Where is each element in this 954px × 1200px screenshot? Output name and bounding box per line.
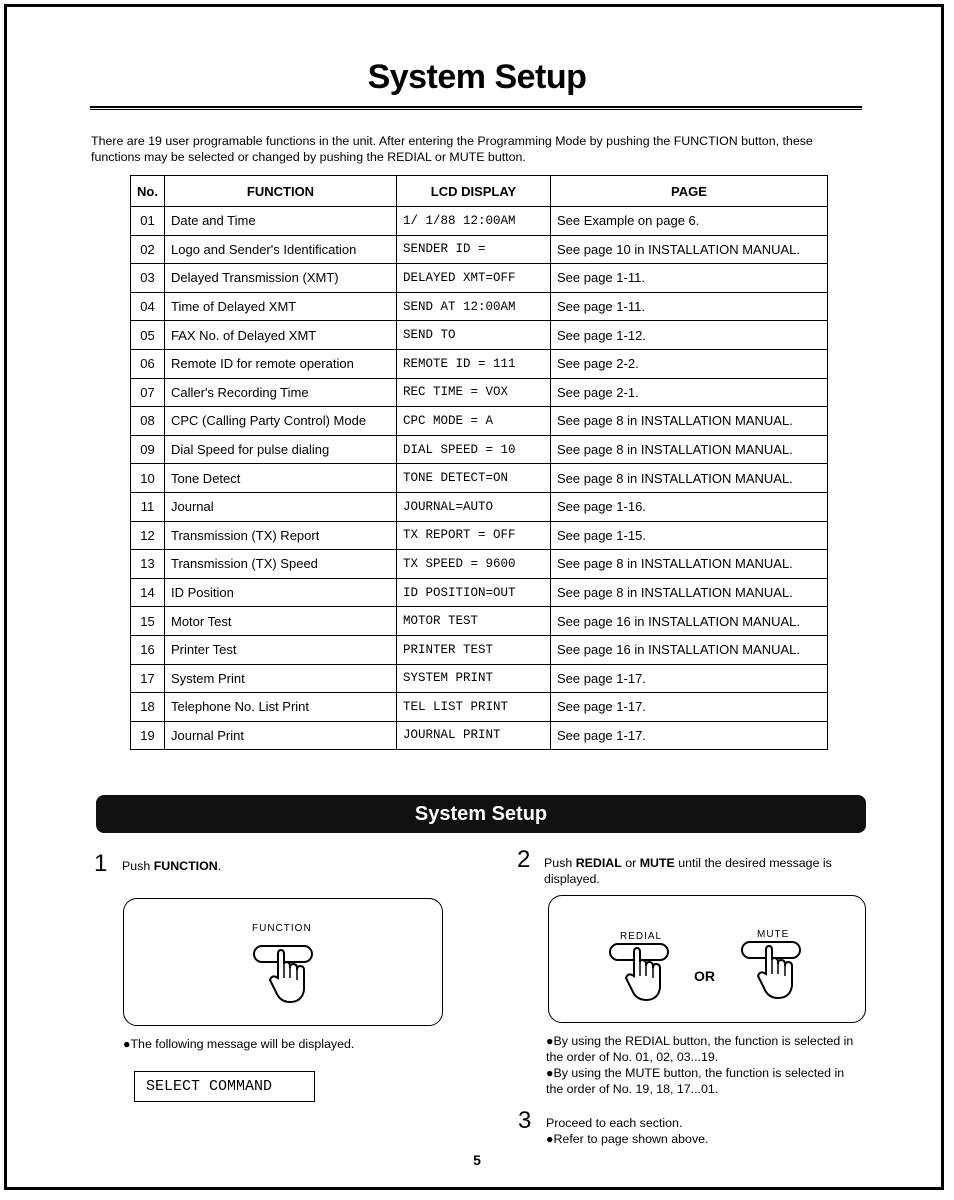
cell-page: See page 8 in INSTALLATION MANUAL. (551, 464, 828, 493)
intro-paragraph: There are 19 user programable functions in the unit. After entering the Programming Mode by pushing the FUNCTION button, these functions may be selected or changed by pushing the REDIAL or MUTE button. (91, 134, 813, 164)
cell-no: 01 (131, 207, 165, 236)
table-row (131, 521, 828, 550)
header-lcd-display: LCD DISPLAY (397, 176, 551, 207)
cell-no: 18 (131, 693, 165, 722)
cell-lcd: DIAL SPEED = 10 (397, 435, 551, 464)
function-table (130, 175, 828, 750)
table-row (131, 264, 828, 293)
redial-key-label: REDIAL (620, 931, 663, 942)
mute-key-label: MUTE (757, 929, 790, 940)
cell-page: See page 2-2. (551, 349, 828, 378)
cell-no: 13 (131, 550, 165, 579)
step-3-instruction: Proceed to each section. (546, 1116, 683, 1130)
cell-lcd: SEND TO (397, 321, 551, 350)
cell-page: See page 1-17. (551, 693, 828, 722)
cell-function: ID Position (165, 578, 397, 607)
cell-no: 11 (131, 492, 165, 521)
cell-function: Tone Detect (165, 464, 397, 493)
step-2-text-mid: or (621, 856, 640, 870)
cell-lcd: CPC MODE = A (397, 407, 551, 436)
table-header-row (131, 176, 828, 207)
cell-no: 02 (131, 235, 165, 264)
step-3-bullet: ●Refer to page shown above. (546, 1132, 709, 1146)
step-1-note: ●The following message will be displayed. (123, 1037, 355, 1051)
cell-function: System Print (165, 664, 397, 693)
step-1-number: 1 (94, 850, 108, 877)
step-2-text-post: until the desired message is displayed. (544, 856, 832, 886)
cell-lcd: TONE DETECT=ON (397, 464, 551, 493)
cell-lcd: MOTOR TEST (397, 607, 551, 636)
cell-function: FAX No. of Delayed XMT (165, 321, 397, 350)
cell-function: Printer Test (165, 635, 397, 664)
table-row (131, 235, 828, 264)
cell-lcd: REMOTE ID = 111 (397, 349, 551, 378)
cell-page: See page 8 in INSTALLATION MANUAL. (551, 578, 828, 607)
cell-page: See page 1-11. (551, 292, 828, 321)
cell-no: 17 (131, 664, 165, 693)
step-2-instruction (544, 855, 864, 887)
cell-function: Date and Time (165, 207, 397, 236)
function-key-label: FUNCTION (252, 923, 312, 934)
step-2-bullet-mute: ●By using the MUTE button, the function is selected in the order of No. 19, 18, 17...01. (546, 1066, 845, 1096)
cell-page: See page 1-12. (551, 321, 828, 350)
cell-lcd: DELAYED XMT=OFF (397, 264, 551, 293)
table-row (131, 607, 828, 636)
table-row (131, 721, 828, 750)
cell-no: 16 (131, 635, 165, 664)
cell-lcd: JOURNAL PRINT (397, 721, 551, 750)
section-banner: System Setup (96, 795, 866, 833)
cell-page: See page 2-1. (551, 378, 828, 407)
step-2-number: 2 (517, 846, 531, 873)
header-no: No. (131, 176, 165, 207)
table-row (131, 349, 828, 378)
cell-function: Journal (165, 492, 397, 521)
cell-lcd: REC TIME = VOX (397, 378, 551, 407)
header-function: FUNCTION (165, 176, 397, 207)
table-row (131, 578, 828, 607)
table-row (131, 435, 828, 464)
cell-no: 07 (131, 378, 165, 407)
cell-lcd: TX REPORT = OFF (397, 521, 551, 550)
cell-page: See page 16 in INSTALLATION MANUAL. (551, 607, 828, 636)
cell-no: 04 (131, 292, 165, 321)
step-1-instruction (122, 858, 221, 874)
step-1-key-name: FUNCTION (153, 859, 218, 873)
page-number: 5 (473, 1152, 481, 1168)
cell-lcd: 1/ 1/88 12:00AM (397, 207, 551, 236)
header-page: PAGE (551, 176, 828, 207)
cell-function: Time of Delayed XMT (165, 292, 397, 321)
cell-no: 10 (131, 464, 165, 493)
cell-no: 09 (131, 435, 165, 464)
table-row (131, 378, 828, 407)
page-title: System Setup (367, 58, 587, 96)
cell-lcd: TX SPEED = 9600 (397, 550, 551, 579)
cell-page: See page 8 in INSTALLATION MANUAL. (551, 435, 828, 464)
lcd-message-display: SELECT COMMAND (134, 1071, 315, 1102)
cell-function: Journal Print (165, 721, 397, 750)
cell-page: See page 1-17. (551, 664, 828, 693)
cell-page: See page 8 in INSTALLATION MANUAL. (551, 407, 828, 436)
cell-lcd: SENDER ID = (397, 235, 551, 264)
cell-lcd: JOURNAL=AUTO (397, 492, 551, 521)
cell-page: See page 1-16. (551, 492, 828, 521)
cell-lcd: ID POSITION=OUT (397, 578, 551, 607)
cell-page: See page 8 in INSTALLATION MANUAL. (551, 550, 828, 579)
step-1-text-post: . (217, 859, 222, 873)
cell-no: 15 (131, 607, 165, 636)
table-row (131, 207, 828, 236)
cell-no: 06 (131, 349, 165, 378)
cell-function: Transmission (TX) Speed (165, 550, 397, 579)
table-row (131, 492, 828, 521)
cell-function: Logo and Sender's Identification (165, 235, 397, 264)
cell-lcd: TEL LIST PRINT (397, 693, 551, 722)
step-2-text-pre: Push (544, 856, 576, 870)
cell-no: 08 (131, 407, 165, 436)
cell-lcd: SEND AT 12:00AM (397, 292, 551, 321)
cell-page: See Example on page 6. (551, 207, 828, 236)
cell-function: Caller's Recording Time (165, 378, 397, 407)
function-key-press-icon (250, 940, 320, 1010)
cell-function: Motor Test (165, 607, 397, 636)
cell-function: Dial Speed for pulse dialing (165, 435, 397, 464)
cell-page: See page 1-17. (551, 721, 828, 750)
table-row (131, 321, 828, 350)
cell-no: 14 (131, 578, 165, 607)
table-row (131, 292, 828, 321)
step-2-mute-key-name: MUTE (639, 856, 675, 870)
table-row (131, 464, 828, 493)
cell-lcd: PRINTER TEST (397, 635, 551, 664)
step-2-illustration-box (548, 895, 866, 1023)
title-rule (90, 106, 862, 110)
cell-function: Delayed Transmission (XMT) (165, 264, 397, 293)
mute-key-press-icon (738, 938, 808, 1008)
table-row (131, 550, 828, 579)
cell-function: Transmission (TX) Report (165, 521, 397, 550)
cell-function: Telephone No. List Print (165, 693, 397, 722)
table-row (131, 693, 828, 722)
cell-no: 12 (131, 521, 165, 550)
cell-page: See page 16 in INSTALLATION MANUAL. (551, 635, 828, 664)
cell-no: 05 (131, 321, 165, 350)
cell-lcd: SYSTEM PRINT (397, 664, 551, 693)
cell-function: CPC (Calling Party Control) Mode (165, 407, 397, 436)
cell-no: 19 (131, 721, 165, 750)
step-2-bullet-redial: ●By using the REDIAL button, the function is selected in the order of No. 01, 02, 03...19. (546, 1034, 854, 1064)
cell-page: See page 1-15. (551, 521, 828, 550)
step-3-number: 3 (518, 1107, 532, 1134)
cell-page: See page 1-11. (551, 264, 828, 293)
table-row (131, 664, 828, 693)
table-row (131, 407, 828, 436)
step-2-redial-key-name: REDIAL (575, 856, 622, 870)
cell-no: 03 (131, 264, 165, 293)
table-row (131, 635, 828, 664)
cell-function: Remote ID for remote operation (165, 349, 397, 378)
redial-key-press-icon (606, 940, 676, 1010)
step-1-text-pre: Push (122, 859, 154, 873)
cell-page: See page 10 in INSTALLATION MANUAL. (551, 235, 828, 264)
or-label: OR (694, 968, 715, 984)
